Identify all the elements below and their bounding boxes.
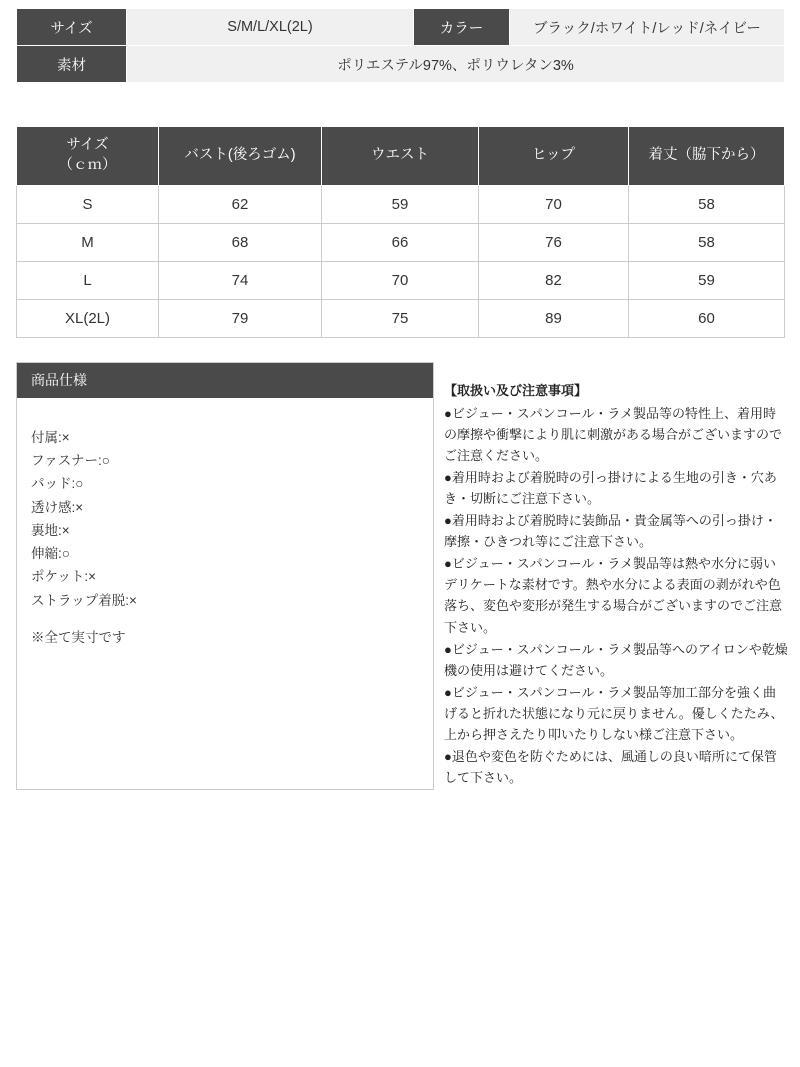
product-spec-box: [16, 362, 434, 790]
spacer: [31, 612, 433, 626]
list-item: 伸縮:○: [31, 546, 70, 562]
care-note-item: ●着用時および着脱時の引っ掛けによる生地の引き・穴あき・切断にご注意下さい。: [444, 470, 777, 507]
spec-label-material: 素材: [17, 46, 127, 83]
cell-size: XL(2L): [17, 300, 159, 338]
size-chart-col-size: [17, 127, 159, 186]
care-note-item: ●退色や変色を防ぐためには、風通しの良い暗所にて保管して下さい。: [444, 748, 777, 785]
list-item: ポケット:×: [31, 569, 96, 585]
cell-size: M: [17, 224, 159, 262]
size-chart-col-hip: ヒップ: [479, 127, 629, 186]
care-notes-title: 【取扱い及び注意事項】: [444, 383, 588, 398]
size-chart-col-size-line1: サイズ: [66, 137, 109, 154]
cell-bust: 79: [159, 300, 322, 338]
cell-bust: 62: [159, 186, 322, 224]
care-note-item: ●ビジュー・スパンコール・ラメ製品等へのアイロンや乾燥機の使用は避けてください。: [444, 641, 788, 678]
cell-bust: 74: [159, 262, 322, 300]
care-note-item: ●ビジュー・スパンコール・ラメ製品等加工部分を強く曲げると折れた状態になり元に戻りません。優しくたたみ、上から押さえたり叩いたりしない様ご注意下さい。: [444, 684, 784, 742]
size-chart-col-size-line2: （ｃｍ）: [58, 157, 117, 173]
table-row: [17, 186, 785, 224]
cell-length: 59: [629, 262, 785, 300]
cell-length: 58: [629, 224, 785, 262]
list-item: パッド:○: [31, 476, 84, 492]
cell-size: L: [17, 262, 159, 300]
spec-header-table: [16, 8, 785, 83]
spec-label-size: サイズ: [17, 9, 127, 46]
size-chart-col-length: 着丈（脇下から）: [629, 127, 785, 186]
list-item: 透け感:×: [31, 499, 84, 515]
care-note-item: ●ビジュー・スパンコール・ラメ製品等は熱や水分に弱いデリケートな素材です。熱や水分による表面の剥がれや色落ち、変色や変形が発生する場合がございますのでご注意下さい。: [444, 556, 783, 635]
spec-value-size: S/M/L/XL(2L): [127, 9, 414, 46]
cell-hip: 70: [479, 186, 629, 224]
table-row: [17, 9, 785, 46]
product-spec-title: 商品仕様: [17, 363, 433, 398]
cell-waist: 75: [322, 300, 479, 338]
list-item: 裏地:×: [31, 522, 70, 538]
table-row: [17, 46, 785, 83]
size-chart-col-bust: バスト(後ろゴム): [159, 127, 322, 186]
size-chart-header-row: [17, 127, 785, 186]
cell-length: 60: [629, 300, 785, 338]
care-note-item: ●着用時および着脱時に装飾品・貴金属等への引っ掛け・摩擦・ひきつれ等にご注意下さい。: [444, 513, 777, 550]
spec-value-material: ポリエステル97%、ポリウレタン3%: [127, 46, 785, 83]
table-row: [17, 262, 785, 300]
product-spec-body: [17, 398, 433, 649]
care-notes: [444, 380, 788, 789]
size-chart-col-waist: ウエスト: [322, 127, 479, 186]
cell-hip: 89: [479, 300, 629, 338]
cell-size: S: [17, 186, 159, 224]
spec-value-color: ブラック/ホワイト/レッド/ネイビー: [510, 9, 785, 46]
list-item: ファスナー:○: [31, 453, 110, 469]
table-row: [17, 300, 785, 338]
cell-waist: 59: [322, 186, 479, 224]
cell-length: 58: [629, 186, 785, 224]
cell-waist: 70: [322, 262, 479, 300]
cell-hip: 82: [479, 262, 629, 300]
table-row: [17, 224, 785, 262]
cell-waist: 66: [322, 224, 479, 262]
list-item: ストラップ着脱:×: [31, 592, 137, 608]
size-chart-table: [16, 126, 785, 338]
cell-bust: 68: [159, 224, 322, 262]
list-item: 付属:×: [31, 430, 70, 445]
spec-label-color: カラー: [414, 9, 510, 46]
cell-hip: 76: [479, 224, 629, 262]
care-note-item: ●ビジュー・スパンコール・ラメ製品等の特性上、着用時の摩擦や衝撃により肌に刺激がある場合がございますのでご注意ください。: [444, 406, 783, 464]
product-spec-footnote: ※全て実寸です: [31, 629, 126, 645]
